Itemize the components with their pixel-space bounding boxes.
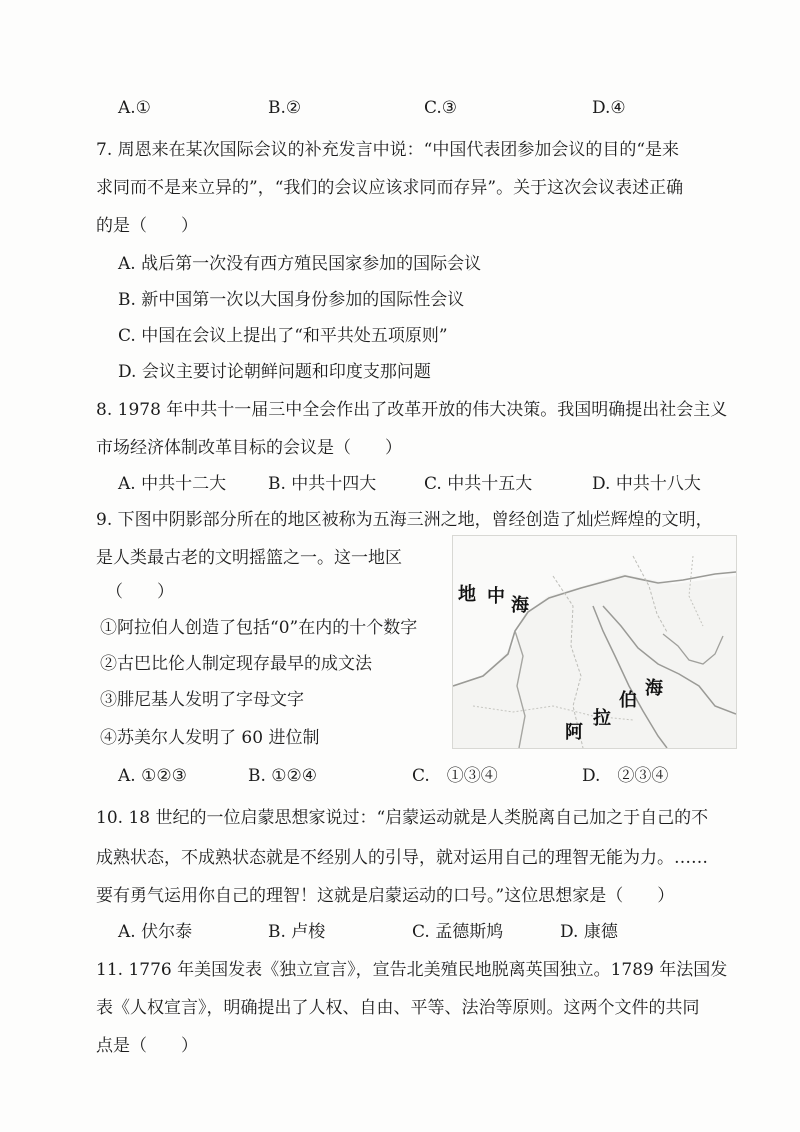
q6-option-a: A.① bbox=[118, 98, 151, 118]
q6-option-c: C.③ bbox=[424, 98, 458, 118]
map-label-zhong: 中 bbox=[487, 586, 505, 607]
q7-option-b: B. 新中国第一次以大国身份参加的国际性会议 bbox=[118, 290, 465, 310]
q9-option-d: D. ②③④ bbox=[582, 766, 669, 786]
q9-statement-4: ④苏美尔人发明了 60 进位制 bbox=[100, 728, 320, 748]
map-label-di: 地 bbox=[458, 584, 476, 605]
q9-stem-line-1: 9. 下图中阴影部分所在的地区被称为五海三洲之地，曾经创造了灿烂辉煌的文明， bbox=[96, 510, 713, 530]
q9-statement-2: ②古巴比伦人制定现存最早的成文法 bbox=[100, 654, 372, 674]
q10-option-c: C. 孟德斯鸠 bbox=[412, 922, 504, 942]
map-label-bo: 伯 bbox=[619, 690, 637, 711]
q10-option-a: A. 伏尔泰 bbox=[118, 922, 193, 942]
q6-option-b: B.② bbox=[268, 98, 302, 118]
q9-option-b: B. ①②④ bbox=[248, 766, 318, 786]
q8-stem-line-2: 市场经济体制改革目标的会议是（ ） bbox=[96, 438, 402, 458]
q7-stem-line-1: 7. 周恩来在某次国际会议的补充发言中说：“中国代表团参加会议的目的“是来 bbox=[96, 140, 680, 160]
q8-option-a: A. 中共十二大 bbox=[118, 474, 227, 494]
q10-stem-line-3: 要有勇气运用你自己的理智！这就是启蒙运动的口号。”这位思想家是（ ） bbox=[96, 886, 675, 906]
q7-stem-line-3: 的是（ ） bbox=[96, 216, 198, 236]
q9-stem-line-3: （ ） bbox=[106, 582, 174, 602]
q11-stem-line-2: 表《人权宣言》，明确提出了人权、自由、平等、法治等原则。这两个文件的共同 bbox=[96, 998, 700, 1018]
map-label-a: 阿 bbox=[565, 722, 583, 743]
q8-option-b: B. 中共十四大 bbox=[268, 474, 377, 494]
middle-east-map bbox=[452, 535, 737, 749]
q9-stem-line-2: 是人类最古老的文明摇篮之一。这一地区 bbox=[96, 548, 402, 568]
q11-stem-line-1: 11. 1776 年美国发表《独立宣言》，宣告北美殖民地脱离英国独立。1789 年法国发 bbox=[96, 960, 728, 980]
q6-option-d: D.④ bbox=[592, 98, 626, 118]
q8-option-d: D. 中共十八大 bbox=[592, 474, 701, 494]
q9-option-a: A. ①②③ bbox=[118, 766, 187, 786]
map-label-hai-2: 海 bbox=[645, 678, 663, 699]
q7-stem-line-2: 求同而不是来立异的”，“我们的会议应该求同而存异”。关于这次会议表述正确 bbox=[96, 178, 684, 198]
q7-option-c: C. 中国在会议上提出了“和平共处五项原则” bbox=[118, 326, 448, 346]
q7-option-a: A. 战后第一次没有西方殖民国家参加的国际会议 bbox=[118, 254, 482, 274]
q8-option-c: C. 中共十五大 bbox=[424, 474, 533, 494]
q10-stem-line-2: 成熟状态，不成熟状态就是不经别人的引导，就对运用自己的理智无能为力。…… bbox=[96, 848, 708, 868]
q9-option-c: C. ①③④ bbox=[412, 766, 498, 786]
q9-statement-1: ①阿拉伯人创造了包括“0”在内的十个数字 bbox=[100, 618, 418, 638]
q10-option-b: B. 卢梭 bbox=[268, 922, 326, 942]
map-label-la: 拉 bbox=[593, 708, 611, 729]
q10-stem-line-1: 10. 18 世纪的一位启蒙思想家说过：“启蒙运动就是人类脱离自己加之于自己的不 bbox=[96, 808, 709, 828]
map-label-hai-1: 海 bbox=[511, 595, 529, 616]
q8-stem-line-1: 8. 1978 年中共十一届三中全会作出了改革开放的伟大决策。我国明确提出社会主义 bbox=[96, 400, 728, 420]
q7-option-d: D. 会议主要讨论朝鲜问题和印度支那问题 bbox=[118, 362, 431, 382]
q9-statement-3: ③腓尼基人发明了字母文字 bbox=[100, 690, 304, 710]
q11-stem-line-3: 点是（ ） bbox=[96, 1036, 198, 1056]
q10-option-d: D. 康德 bbox=[560, 922, 618, 942]
